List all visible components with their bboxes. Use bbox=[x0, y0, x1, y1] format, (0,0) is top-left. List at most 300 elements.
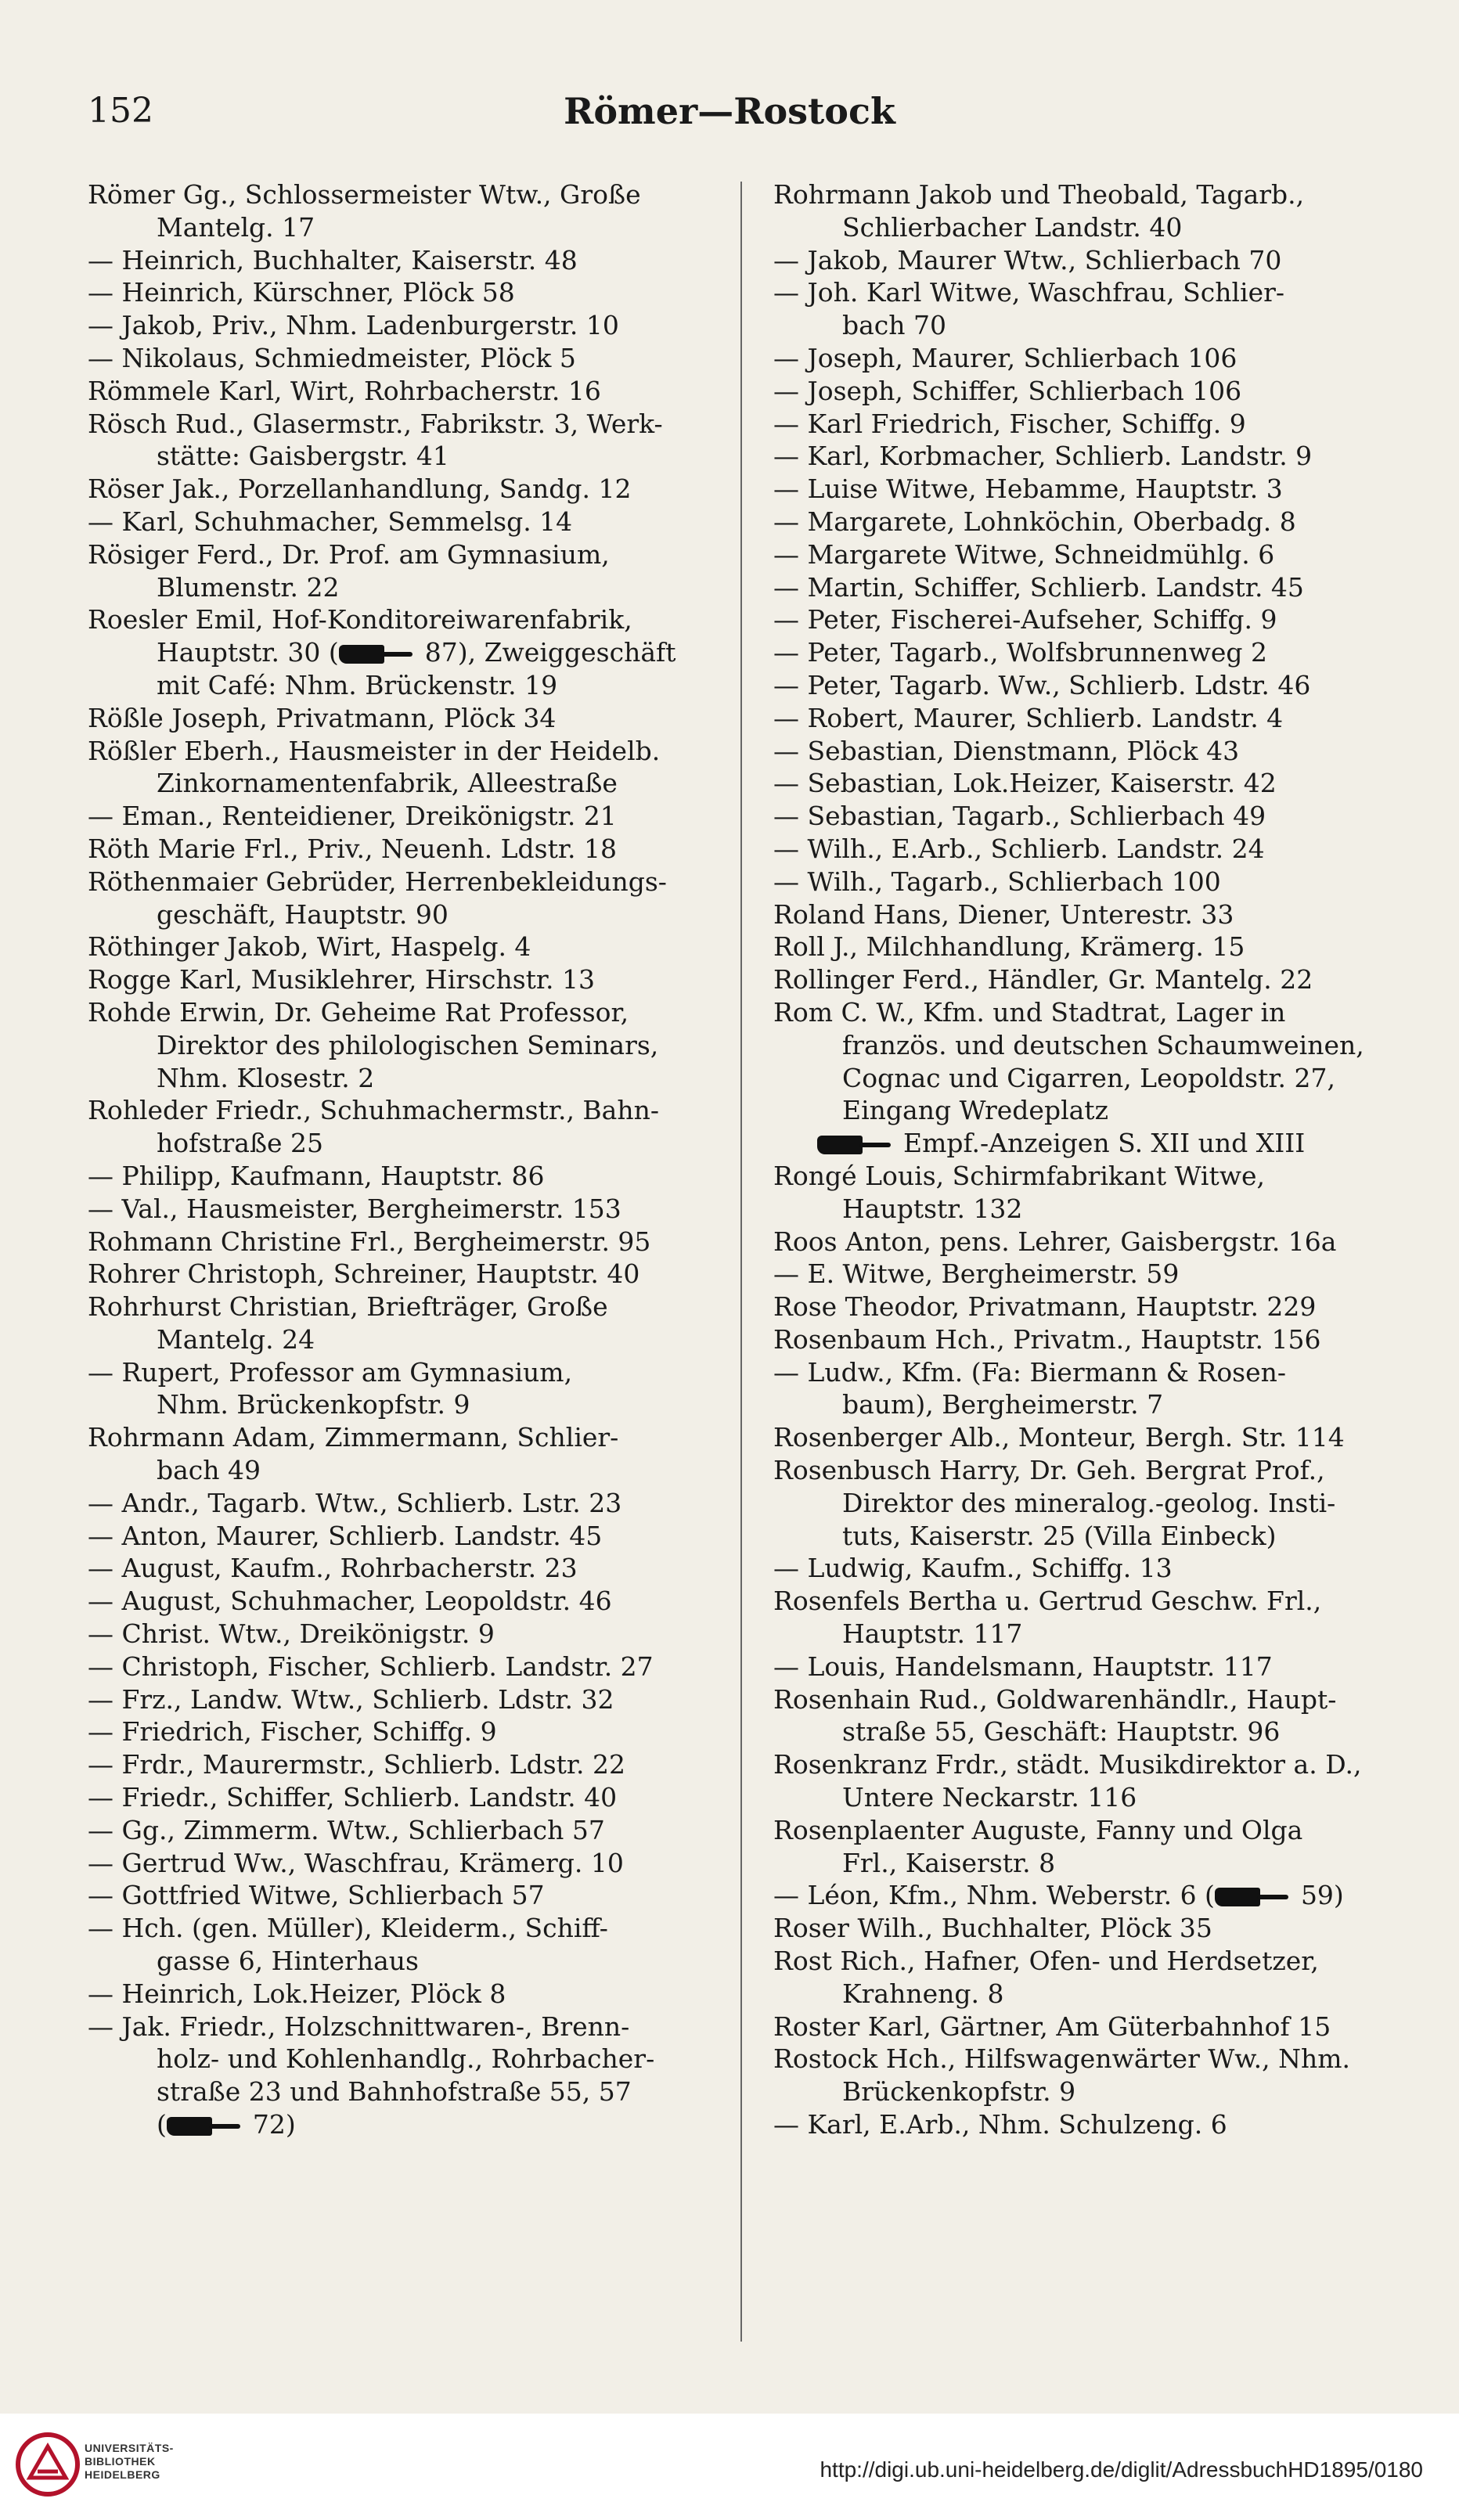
entry-continuation bbox=[773, 1094, 1415, 1127]
entry-text: — Andr., Tagarb. Wtw., Schlierb. Lstr. 23 bbox=[88, 1487, 622, 1518]
entry-text: — Jakob, Maurer Wtw., Schlierbach 70 bbox=[773, 244, 1282, 275]
directory-entry bbox=[773, 440, 1415, 473]
entry-text: französ. und deutschen Schaumweinen, bbox=[842, 1029, 1364, 1060]
page-header bbox=[0, 80, 1459, 142]
entry-continuation bbox=[773, 1715, 1415, 1748]
directory-entry bbox=[88, 1814, 730, 1847]
entry-line bbox=[773, 636, 1415, 669]
entry-text: Rohrer Christoph, Schreiner, Hauptstr. 40 bbox=[88, 1258, 640, 1290]
entry-text: — Karl, E.Arb., Nhm. Schulzeng. 6 bbox=[773, 2109, 1227, 2140]
directory-entry bbox=[88, 1487, 730, 1520]
directory-entry bbox=[773, 1258, 1415, 1291]
entry-line bbox=[773, 1421, 1415, 1454]
entry-text: — Anton, Maurer, Schlierb. Landstr. 45 bbox=[88, 1520, 603, 1551]
directory-entry bbox=[773, 735, 1415, 768]
directory-entry bbox=[773, 2011, 1415, 2043]
entry-line bbox=[773, 178, 1415, 211]
entry-line bbox=[88, 1226, 730, 1258]
telephone-icon bbox=[167, 2115, 242, 2137]
entry-text: — Ludwig, Kaufm., Schiffg. 13 bbox=[773, 1553, 1173, 1584]
entry-text: Römmele Karl, Wirt, Rohrbacherstr. 16 bbox=[88, 375, 601, 406]
directory-entry bbox=[88, 1683, 730, 1716]
entry-continuation bbox=[773, 2075, 1415, 2108]
entry-line bbox=[88, 1552, 730, 1585]
entry-line bbox=[88, 1879, 730, 1912]
directory-entry bbox=[88, 1160, 730, 1193]
directory-entry bbox=[88, 1781, 730, 1814]
entry-line bbox=[88, 1715, 730, 1748]
entry-continuation bbox=[773, 1847, 1415, 1880]
entry-text: Roos Anton, pens. Lehrer, Gaisbergstr. 16a bbox=[773, 1226, 1337, 1257]
library-name-line: HEIDELBERG bbox=[85, 2468, 160, 2481]
entry-continuation bbox=[773, 1781, 1415, 1814]
entry-continuation bbox=[773, 1193, 1415, 1226]
entry-line bbox=[88, 1683, 730, 1716]
entry-text: Rosenbusch Harry, Dr. Geh. Bergrat Prof., bbox=[773, 1455, 1325, 1486]
entry-text: Hauptstr. 132 bbox=[842, 1193, 1023, 1224]
directory-entry bbox=[773, 342, 1415, 375]
entry-text: — Martin, Schiffer, Schlierb. Landstr. 45 bbox=[773, 571, 1304, 603]
entry-text: Krahneng. 8 bbox=[842, 1978, 1004, 2009]
directory-entry bbox=[88, 1715, 730, 1748]
directory-entry bbox=[88, 1421, 730, 1487]
entry-line bbox=[88, 963, 730, 996]
directory-entry bbox=[773, 603, 1415, 636]
directory-entry bbox=[88, 702, 730, 735]
entry-text: Mantelg. 17 bbox=[157, 211, 315, 243]
entry-text: Rosenbaum Hch., Privatm., Hauptstr. 156 bbox=[773, 1323, 1321, 1355]
source-url[interactable]: http://digi.ub.uni-heidelberg.de/diglit/AdressbuchHD1895/0180 bbox=[820, 2457, 1423, 2482]
entry-line bbox=[773, 571, 1415, 604]
entry-text: — Gg., Zimmerm. Wtw., Schlierbach 57 bbox=[88, 1814, 605, 1845]
telephone-number: 59) bbox=[1300, 1880, 1344, 1911]
directory-entry bbox=[773, 408, 1415, 441]
entry-line bbox=[88, 408, 730, 441]
entry-continuation bbox=[773, 1520, 1415, 1553]
directory-entry bbox=[773, 1683, 1415, 1749]
entry-text: — E. Witwe, Bergheimerstr. 59 bbox=[773, 1258, 1180, 1290]
directory-entry bbox=[88, 1978, 730, 2011]
entry-line bbox=[773, 735, 1415, 768]
directory-entry bbox=[773, 1226, 1415, 1258]
entry-line bbox=[773, 1323, 1415, 1356]
directory-entry bbox=[88, 538, 730, 604]
entry-line bbox=[773, 1552, 1415, 1585]
entry-text: — Margarete, Lohnköchin, Oberbadg. 8 bbox=[773, 506, 1296, 537]
page-footer bbox=[0, 2414, 1459, 2520]
entry-continuation bbox=[88, 1062, 730, 1095]
entry-text: — Peter, Tagarb. Ww., Schlierb. Ldstr. 46 bbox=[773, 669, 1311, 700]
directory-entry bbox=[88, 1291, 730, 1356]
directory-entry bbox=[773, 833, 1415, 866]
entry-text: Roesler Emil, Hof-Konditoreiwarenfabrik, bbox=[88, 604, 632, 635]
entry-continuation bbox=[773, 1062, 1415, 1095]
entry-line bbox=[88, 538, 730, 571]
directory-entry bbox=[88, 244, 730, 277]
entry-line bbox=[773, 1160, 1415, 1193]
entry-text: Cognac und Cigarren, Leopoldstr. 27, bbox=[842, 1062, 1335, 1093]
directory-entry bbox=[88, 1193, 730, 1226]
entry-text: Rosenhain Rud., Goldwarenhändlr., Haupt- bbox=[773, 1683, 1337, 1715]
directory-entry bbox=[773, 1421, 1415, 1454]
entry-line bbox=[773, 603, 1415, 636]
entry-line bbox=[773, 506, 1415, 538]
entry-continuation bbox=[88, 440, 730, 473]
entry-continuation bbox=[773, 1388, 1415, 1421]
library-name-line: BIBLIOTHEK bbox=[85, 2455, 156, 2468]
entry-line bbox=[773, 1258, 1415, 1291]
directory-entry bbox=[773, 375, 1415, 408]
telephone-icon bbox=[1215, 1886, 1290, 1908]
entry-continuation bbox=[88, 1323, 730, 1356]
entry-line bbox=[773, 375, 1415, 408]
entry-text: Rohde Erwin, Dr. Geheime Rat Professor, bbox=[88, 996, 629, 1028]
directory-entry bbox=[88, 1520, 730, 1553]
entry-line bbox=[773, 244, 1415, 277]
entry-text: Nhm. Brückenkopfstr. 9 bbox=[157, 1389, 470, 1420]
directory-entry bbox=[88, 1879, 730, 1912]
directory-entry bbox=[88, 1585, 730, 1618]
entry-line bbox=[773, 898, 1415, 931]
entry-continuation bbox=[88, 1127, 730, 1160]
entry-text: — Jakob, Priv., Nhm. Ladenburgerstr. 10 bbox=[88, 310, 619, 341]
entry-line bbox=[773, 276, 1415, 309]
entry-text: Rosenkranz Frdr., städt. Musikdirektor a. D., bbox=[773, 1749, 1362, 1780]
entry-text: — Nikolaus, Schmiedmeister, Plöck 5 bbox=[88, 342, 576, 373]
telephone-number: 87), Zweiggeschäft bbox=[424, 637, 676, 668]
entry-line bbox=[88, 833, 730, 866]
entry-line bbox=[88, 276, 730, 309]
entry-text: — Karl, Schuhmacher, Semmelsg. 14 bbox=[88, 506, 573, 537]
entry-text: Rohrmann Jakob und Theobald, Tagarb., bbox=[773, 179, 1305, 210]
entry-continuation bbox=[773, 211, 1415, 244]
directory-entry bbox=[88, 1356, 730, 1422]
directory-entry bbox=[773, 1748, 1415, 1814]
entry-continuation bbox=[88, 2075, 730, 2108]
directory-entry bbox=[773, 538, 1415, 571]
entry-text: — Christoph, Fischer, Schlierb. Landstr. 27 bbox=[88, 1651, 654, 1682]
entry-text: — Friedr., Schiffer, Schlierb. Landstr. 40 bbox=[88, 1782, 618, 1813]
directory-entry bbox=[773, 1127, 1415, 1160]
entry-line bbox=[773, 1651, 1415, 1683]
entry-line bbox=[773, 1912, 1415, 1945]
entry-line bbox=[773, 2108, 1415, 2141]
entry-line bbox=[773, 702, 1415, 735]
entry-text: Rößle Joseph, Privatmann, Plöck 34 bbox=[88, 702, 557, 733]
entry-line bbox=[773, 669, 1415, 702]
page-number: 152 bbox=[88, 91, 153, 131]
entry-continuation bbox=[773, 309, 1415, 342]
entry-line bbox=[88, 1356, 730, 1389]
directory-entry bbox=[773, 276, 1415, 342]
entry-text: — Sebastian, Lok.Heizer, Kaiserstr. 42 bbox=[773, 768, 1277, 799]
entry-text: — Joh. Karl Witwe, Waschfrau, Schlier- bbox=[773, 277, 1285, 308]
entry-text: Rößler Eberh., Hausmeister in der Heidelb. bbox=[88, 735, 661, 766]
entry-line bbox=[88, 1291, 730, 1323]
directory-entry bbox=[773, 178, 1415, 244]
entry-text: — Luise Witwe, Hebamme, Hauptstr. 3 bbox=[773, 473, 1283, 505]
entry-text: — Peter, Fischerei-Aufseher, Schiffg. 9 bbox=[773, 604, 1277, 635]
entry-text: Rostock Hch., Hilfswagenwärter Ww., Nhm. bbox=[773, 2043, 1350, 2075]
entry-line bbox=[773, 1291, 1415, 1323]
directory-entry bbox=[88, 603, 730, 701]
entry-text: Direktor des philologischen Seminars, bbox=[157, 1029, 659, 1060]
entry-text: Rose Theodor, Privatmann, Hauptstr. 229 bbox=[773, 1291, 1317, 1323]
directory-entry bbox=[773, 1651, 1415, 1683]
entry-text: Röser Jak., Porzellanhandlung, Sandg. 12 bbox=[88, 473, 632, 505]
entry-line bbox=[773, 767, 1415, 800]
entry-text: Rosenfels Bertha u. Gertrud Geschw. Frl., bbox=[773, 1586, 1322, 1617]
left-column bbox=[88, 178, 730, 2141]
directory-entry bbox=[88, 1618, 730, 1651]
directory-entry bbox=[773, 636, 1415, 669]
entry-text: — Karl, Korbmacher, Schlierb. Landstr. 9 bbox=[773, 441, 1313, 472]
entry-line bbox=[88, 1847, 730, 1880]
entry-text: Brückenkopfstr. 9 bbox=[842, 2076, 1076, 2108]
entry-line bbox=[773, 1814, 1415, 1847]
entry-line bbox=[773, 1356, 1415, 1389]
entry-line bbox=[88, 1520, 730, 1553]
directory-entry bbox=[773, 1291, 1415, 1323]
university-library-logo bbox=[14, 2431, 81, 2498]
entry-line bbox=[773, 1879, 1415, 1912]
entry-text: Röth Marie Frl., Priv., Neuenh. Ldstr. 18 bbox=[88, 833, 617, 864]
entry-text: — Christ. Wtw., Dreikönigstr. 9 bbox=[88, 1618, 495, 1650]
entry-text: Eingang Wredeplatz bbox=[842, 1095, 1108, 1126]
entry-text: bach 49 bbox=[157, 1455, 261, 1486]
directory-entry bbox=[88, 1094, 730, 1160]
entry-line bbox=[773, 538, 1415, 571]
entry-text: Röthenmaier Gebrüder, Herrenbekleidungs- bbox=[88, 866, 667, 897]
entry-continuation bbox=[88, 2108, 730, 2141]
directory-entry bbox=[773, 931, 1415, 963]
entry-line bbox=[88, 1781, 730, 1814]
directory-entry bbox=[773, 473, 1415, 506]
entry-text: Rohleder Friedr., Schuhmachermstr., Bahn- bbox=[88, 1095, 660, 1126]
entry-text: straße 23 und Bahnhofstraße 55, 57 bbox=[157, 2076, 632, 2108]
entry-line bbox=[88, 1421, 730, 1454]
entry-line bbox=[773, 996, 1415, 1029]
entry-continuation bbox=[88, 1454, 730, 1487]
entry-line bbox=[88, 1193, 730, 1226]
entry-continuation bbox=[773, 1487, 1415, 1520]
column-divider bbox=[740, 182, 742, 2342]
entry-text: — Wilh., E.Arb., Schlierb. Landstr. 24 bbox=[773, 833, 1265, 864]
entry-line bbox=[88, 931, 730, 963]
entry-text: — August, Kaufm., Rohrbacherstr. 23 bbox=[88, 1553, 578, 1584]
entry-line bbox=[88, 800, 730, 833]
entry-continuation bbox=[88, 636, 730, 669]
entry-line bbox=[773, 833, 1415, 866]
entry-line bbox=[88, 309, 730, 342]
entry-line bbox=[88, 375, 730, 408]
entry-continuation bbox=[773, 1978, 1415, 2011]
entry-line bbox=[88, 1618, 730, 1651]
directory-entry bbox=[773, 1454, 1415, 1552]
entry-continuation bbox=[88, 1388, 730, 1421]
entry-text: — Margarete Witwe, Schneidmühlg. 6 bbox=[773, 538, 1275, 570]
entry-text: — Karl Friedrich, Fischer, Schiffg. 9 bbox=[773, 408, 1246, 439]
directory-entry bbox=[88, 735, 730, 801]
directory-entry bbox=[773, 702, 1415, 735]
directory-entry bbox=[773, 1552, 1415, 1585]
directory-entry bbox=[88, 2011, 730, 2141]
entry-text: Schlierbacher Landstr. 40 bbox=[842, 211, 1183, 243]
entry-line bbox=[773, 1683, 1415, 1716]
entry-continuation bbox=[88, 571, 730, 604]
directory-entry bbox=[88, 506, 730, 538]
entry-text: Rösiger Ferd., Dr. Prof. am Gymnasium, bbox=[88, 538, 610, 570]
directory-entry bbox=[773, 244, 1415, 277]
entry-line bbox=[88, 1748, 730, 1781]
entry-text: — Sebastian, Dienstmann, Plöck 43 bbox=[773, 735, 1240, 766]
entry-text: — Hch. (gen. Müller), Kleiderm., Schiff- bbox=[88, 1913, 608, 1944]
entry-line bbox=[88, 244, 730, 277]
directory-entry bbox=[773, 963, 1415, 996]
library-name bbox=[85, 2442, 174, 2482]
directory-entry bbox=[88, 473, 730, 506]
entry-line bbox=[88, 603, 730, 636]
entry-text: Rösch Rud., Glasermstr., Fabrikstr. 3, Werk- bbox=[88, 408, 663, 439]
entry-text: straße 55, Geschäft: Hauptstr. 96 bbox=[842, 1716, 1281, 1748]
running-head: Römer—Rostock bbox=[564, 90, 895, 132]
entry-line bbox=[773, 408, 1415, 441]
entry-line bbox=[88, 996, 730, 1029]
entry-continuation bbox=[88, 1029, 730, 1062]
directory-entry bbox=[88, 963, 730, 996]
entry-text: Rongé Louis, Schirmfabrikant Witwe, bbox=[773, 1160, 1266, 1191]
directory-entry bbox=[88, 342, 730, 375]
entry-text: Roll J., Milchhandlung, Krämerg. 15 bbox=[773, 931, 1245, 963]
entry-line bbox=[773, 342, 1415, 375]
entry-line bbox=[88, 735, 730, 768]
directory-entry bbox=[88, 408, 730, 473]
entry-text: — Peter, Tagarb., Wolfsbrunnenweg 2 bbox=[773, 637, 1268, 668]
entry-text: — Robert, Maurer, Schlierb. Landstr. 4 bbox=[773, 702, 1284, 733]
directory-entry bbox=[773, 1356, 1415, 1422]
entry-text: Frl., Kaiserstr. 8 bbox=[842, 1847, 1056, 1878]
entry-continuation bbox=[773, 1029, 1415, 1062]
entry-text: Mantelg. 24 bbox=[157, 1323, 315, 1355]
entry-continuation bbox=[88, 2043, 730, 2075]
entry-line bbox=[773, 1748, 1415, 1781]
directory-entry bbox=[773, 1814, 1415, 1880]
entry-line bbox=[773, 440, 1415, 473]
entry-text: — Joseph, Schiffer, Schlierbach 106 bbox=[773, 375, 1242, 406]
entry-text: Rohmann Christine Frl., Bergheimerstr. 95 bbox=[88, 1226, 651, 1257]
entry-text: holz- und Kohlenhandlg., Rohrbacher- bbox=[157, 2043, 655, 2075]
directory-entry bbox=[88, 276, 730, 309]
directory-entry bbox=[88, 996, 730, 1094]
entry-text: Rosenberger Alb., Monteur, Bergh. Str. 114 bbox=[773, 1422, 1345, 1453]
entry-continuation bbox=[88, 898, 730, 931]
entry-line bbox=[773, 1127, 1415, 1160]
entry-text: gasse 6, Hinterhaus bbox=[157, 1946, 419, 1977]
directory-entry bbox=[773, 1160, 1415, 1226]
directory-entry bbox=[773, 800, 1415, 833]
entry-line bbox=[773, 2011, 1415, 2043]
entry-text: Römer Gg., Schlossermeister Wtw., Große bbox=[88, 179, 641, 210]
directory-entry bbox=[773, 1323, 1415, 1356]
entry-line bbox=[88, 1487, 730, 1520]
entry-text: Rohrhurst Christian, Briefträger, Große bbox=[88, 1291, 608, 1323]
entry-text: — Joseph, Maurer, Schlierbach 106 bbox=[773, 342, 1237, 373]
entry-continuation bbox=[88, 669, 730, 702]
telephone-number: 72) bbox=[252, 2109, 296, 2140]
entry-text: Roster Karl, Gärtner, Am Güterbahnhof 15 bbox=[773, 2011, 1331, 2042]
entry-line bbox=[88, 866, 730, 898]
directory-entry bbox=[88, 178, 730, 244]
entry-line bbox=[88, 1651, 730, 1683]
directory-entry bbox=[773, 898, 1415, 931]
entry-line bbox=[773, 963, 1415, 996]
directory-entry bbox=[88, 800, 730, 833]
entry-text: bach 70 bbox=[842, 310, 947, 341]
entry-text: Empf.-Anzeigen S. XII und XIII bbox=[903, 1128, 1306, 1159]
entry-line bbox=[88, 1160, 730, 1193]
directory-entry bbox=[88, 1651, 730, 1683]
pointing-hand-icon bbox=[817, 1134, 892, 1156]
entry-line bbox=[773, 866, 1415, 898]
entry-line bbox=[88, 2011, 730, 2043]
entry-line bbox=[88, 1814, 730, 1847]
entry-text: Zinkornamentenfabrik, Alleestraße bbox=[157, 768, 618, 799]
entry-text: Rost Rich., Hafner, Ofen- und Herdsetzer, bbox=[773, 1946, 1319, 1977]
directory-entry bbox=[88, 309, 730, 342]
right-column bbox=[773, 178, 1415, 2141]
entry-text: Rogge Karl, Musiklehrer, Hirschstr. 13 bbox=[88, 964, 596, 995]
entry-line bbox=[88, 1258, 730, 1291]
entry-line bbox=[88, 473, 730, 506]
entry-text: geschäft, Hauptstr. 90 bbox=[157, 898, 449, 930]
entry-text: — Val., Hausmeister, Bergheimerstr. 153 bbox=[88, 1193, 621, 1224]
directory-entry bbox=[88, 1847, 730, 1880]
directory-entry bbox=[773, 1585, 1415, 1651]
entry-text: Direktor des mineralog.-geolog. Insti- bbox=[842, 1487, 1336, 1518]
entry-text: Rohrmann Adam, Zimmermann, Schlier- bbox=[88, 1422, 619, 1453]
directory-entry bbox=[773, 866, 1415, 898]
entry-line bbox=[88, 178, 730, 211]
directory-entry bbox=[88, 931, 730, 963]
entry-line bbox=[88, 702, 730, 735]
entry-text: Nhm. Klosestr. 2 bbox=[157, 1062, 375, 1093]
entry-text: baum), Bergheimerstr. 7 bbox=[842, 1389, 1164, 1420]
entry-text: — Frdr., Maurermstr., Schlierb. Ldstr. 22 bbox=[88, 1749, 626, 1780]
entry-line bbox=[773, 473, 1415, 506]
entry-text: — Ludw., Kfm. (Fa: Biermann & Rosen- bbox=[773, 1356, 1287, 1388]
entry-text: — Louis, Handelsmann, Hauptstr. 117 bbox=[773, 1651, 1273, 1682]
directory-entry bbox=[773, 1912, 1415, 1945]
directory-entry bbox=[773, 2043, 1415, 2108]
directory-entry bbox=[773, 767, 1415, 800]
entry-text: Roland Hans, Diener, Unterestr. 33 bbox=[773, 898, 1234, 930]
directory-entry bbox=[88, 1912, 730, 1978]
directory-entry bbox=[88, 1258, 730, 1291]
entry-line bbox=[773, 1945, 1415, 1978]
entry-text: — August, Schuhmacher, Leopoldstr. 46 bbox=[88, 1586, 612, 1617]
entry-text: — Sebastian, Tagarb., Schlierbach 49 bbox=[773, 801, 1266, 832]
directory-entry bbox=[88, 833, 730, 866]
directory-entry bbox=[773, 571, 1415, 604]
entry-continuation bbox=[88, 767, 730, 800]
entry-line bbox=[773, 2043, 1415, 2075]
entry-text: — Gottfried Witwe, Schlierbach 57 bbox=[88, 1880, 545, 1911]
entry-text: — Eman., Renteidiener, Dreikönigstr. 21 bbox=[88, 801, 617, 832]
entry-text: — Heinrich, Buchhalter, Kaiserstr. 48 bbox=[88, 244, 578, 275]
entry-text: Rom C. W., Kfm. und Stadtrat, Lager in bbox=[773, 996, 1286, 1028]
entry-text: — Heinrich, Kürschner, Plöck 58 bbox=[88, 277, 515, 308]
library-name-line: UNIVERSITÄTS- bbox=[85, 2442, 174, 2454]
